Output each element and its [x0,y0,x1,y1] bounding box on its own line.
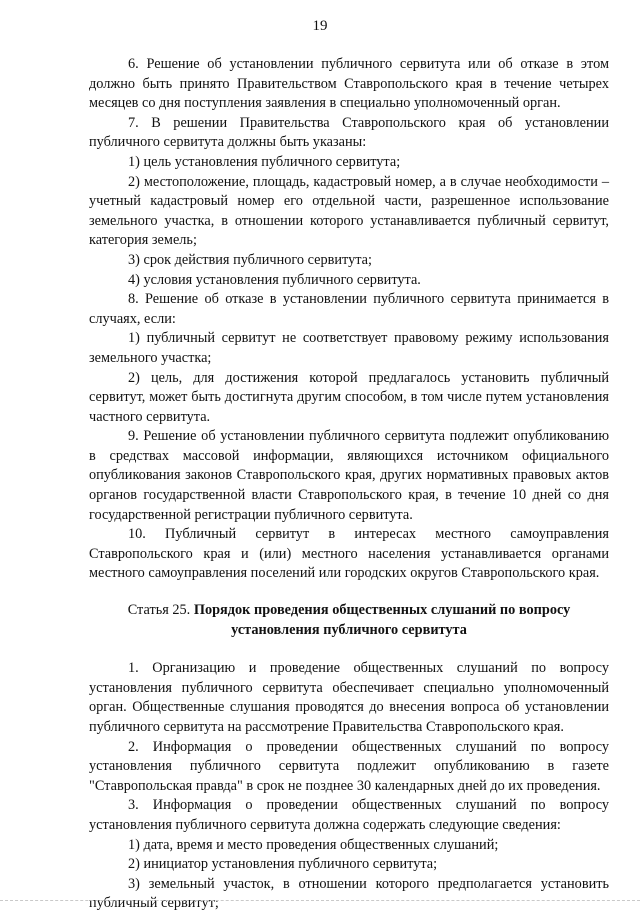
list-item: 3) срок действия публичного сервитута; [128,251,372,268]
list-item: 2) инициатор установления публичного сервитута; [128,856,438,873]
paragraph: 10. Публичный сервитут в интересах местного самоуправления Ставропольского края и (или) местного населения устанавливается органами местного самоуправления поселений или городских округов Ставропольского края. [89,526,609,582]
list-item: 3) земельный участок, в отношении которого предполагается установить публичный сервитут; [89,875,609,912]
paragraph: 6. Решение об установлении публичного сервитута или об отказе в этом должно быть принято Правительством Ставропольского края в течение четырех месяцев со дня поступления заявления в специально уполномоченный орган. [89,56,609,112]
list-item: 2) цель, для достижения которой предлагалось установить публичный сервитут, может быть достигнута другим способом, в том числе путем установления частного сервитута. [89,369,609,425]
list-item: 2) местоположение, площадь, кадастровый номер, а в случае необходимости – учетный кадастровый номер его отдельной части, разрешенное использование земельного участка, в отношении которого устанавливается публичный сервитут, категория земель; [89,173,609,249]
paragraph: 7. В решении Правительства Ставропольского края об установлении публичного сервитута должны быть указаны: [89,114,609,151]
page-number: 19 [312,18,328,34]
article-heading [89,601,609,640]
paragraph: 3. Информация о проведении общественных слушаний по вопросу установления публичного сервитута должна содержать следующие сведения: [89,797,609,833]
paragraph: 8. Решение об отказе в установлении публичного сервитута принимается в случаях, если: [89,291,609,327]
list-item: 1) дата, время и место проведения общественных слушаний; [128,836,499,853]
document-body [89,55,609,914]
list-item: 1) публичный сервитут не соответствует правовому режиму использования земельного участка; [89,330,609,366]
paragraph: 2. Информация о проведении общественных слушаний по вопросу установления публичного сервитута подлежит опубликованию в газете "Ставропольская правда" в срок не позднее 30 календарных дней до их проведения. [89,738,609,794]
article-title-line1: Порядок проведения общественных слушаний по вопросу [193,602,571,619]
article-number: Статья 25. [127,602,191,619]
list-item: 1) цель установления публичного сервитута; [128,153,401,170]
paragraph: 9. Решение об установлении публичного сервитута подлежит опубликованию в средствах массовой информации, являющихся источником официального опубликования законов Ставропольского края, других нормативных правовых актов органов государственной власти Ставропольского края, в течение 10 дней со дня государственной регистрации публичного сервитута. [89,428,609,523]
paragraph: 1. Организацию и проведение общественных слушаний по вопросу установления публичного сервитута обеспечивает специально уполномоченный орган. Общественные слушания проводятся до внесения вопроса об установлении публичного сервитута на рассмотрение Правительства Ставропольского края. [89,660,609,735]
page-bottom-divider [0,900,640,901]
list-item: 4) условия установления публичного сервитута. [128,271,421,288]
article-title-line2: установления публичного сервитута [231,621,467,638]
